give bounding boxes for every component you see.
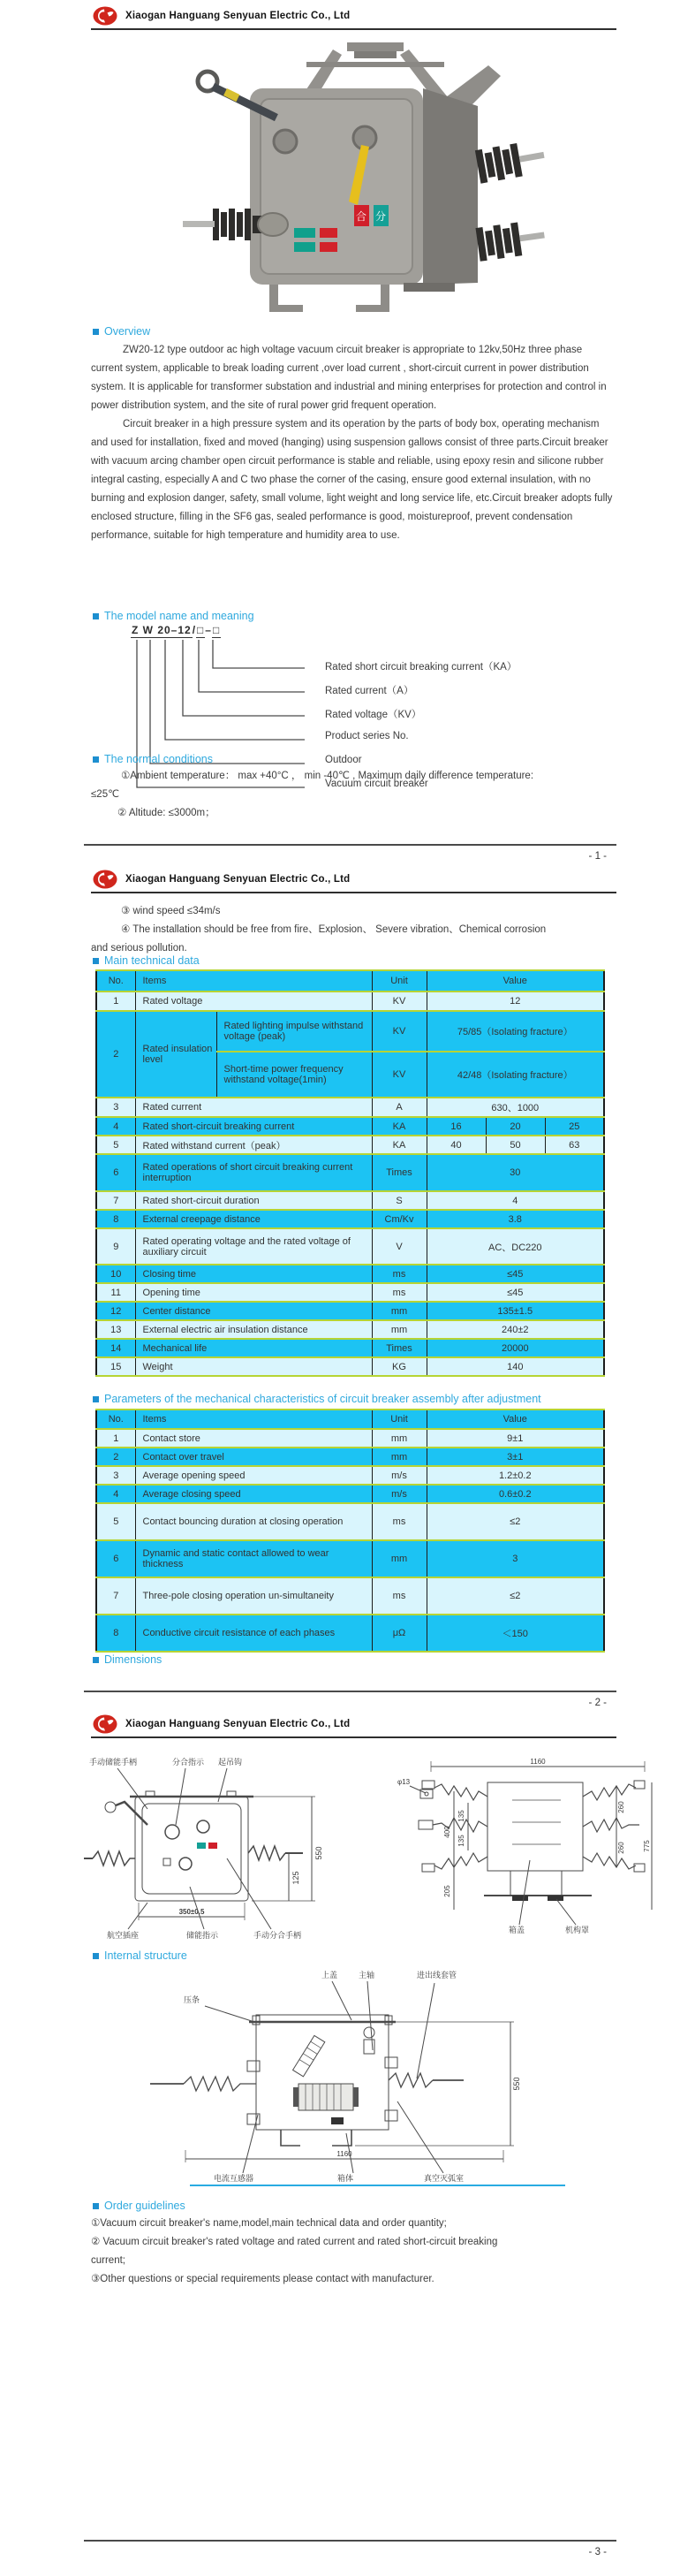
cell-no: 3 (96, 1466, 135, 1485)
bullet-icon (93, 613, 99, 619)
cell-unit: V (372, 1228, 427, 1265)
cell-unit: A (372, 1098, 427, 1117)
drawing-label: 起吊钩 (218, 1758, 243, 1767)
dim-text: 550 (314, 1846, 323, 1860)
cell-no: 10 (96, 1265, 135, 1283)
cell-no: 4 (96, 1485, 135, 1503)
dim-text: 350±0.5 (178, 1908, 205, 1916)
model-code-dash: – (205, 624, 212, 636)
product-photo (181, 42, 548, 330)
drawing-label: 箱体 (337, 2174, 354, 2183)
drawing-label: 手动储能手柄 (89, 1758, 138, 1767)
section-title: The model name and meaning (104, 610, 254, 622)
footer-rule (84, 844, 616, 846)
table-row (96, 1448, 604, 1466)
drawing-label: 主轴 (359, 1971, 375, 1979)
model-code-prefix: Z W 20–12 (132, 624, 192, 636)
cell-item: Rated current (135, 1098, 372, 1117)
page1-header (93, 6, 350, 26)
cyan-divider (190, 2185, 565, 2186)
cell-no: 8 (96, 1210, 135, 1228)
cell-unit: m/s (372, 1466, 427, 1485)
cell-item: Average opening speed (135, 1466, 372, 1485)
col-no: No. (96, 1410, 135, 1429)
cell-unit: ms (372, 1503, 427, 1540)
cell-item: Rated operating voltage and the rated voltage of auxiliary circuit (135, 1228, 372, 1265)
cell-unit: Times (372, 1339, 427, 1357)
cell-value: 50 (486, 1136, 545, 1154)
cell-unit: KA (372, 1136, 427, 1154)
cell-no: 2 (96, 1011, 135, 1098)
cell-no: 5 (96, 1136, 135, 1154)
section-title: Order guidelines (104, 2200, 185, 2212)
table-row (96, 1540, 604, 1577)
cell-no: 5 (96, 1503, 135, 1540)
condition-line: ≤25℃ (91, 789, 120, 800)
dim-text: 260 (617, 1842, 625, 1854)
section-title: Parameters of the mechanical characteristics of circuit breaker assembly after adjustment (104, 1393, 541, 1405)
cell-item: Rated short-circuit duration (135, 1191, 372, 1210)
bullet-icon (93, 329, 99, 335)
order-guidelines-heading (93, 2200, 185, 2212)
svg-text:合: 合 (355, 210, 367, 223)
cell-item: Center distance (135, 1302, 372, 1320)
condition-line: ④ The installation should be free from fire、Explosion、 Severe vibration、Chemical corrosion (121, 924, 547, 935)
bullet-icon (93, 1396, 99, 1402)
dim-text: 260 (617, 1801, 625, 1813)
table-row (96, 1339, 604, 1357)
order-line: ①Vacuum circuit breaker's name,model,main technical data and order quantity; (91, 2218, 447, 2229)
cell-item: Closing time (135, 1265, 372, 1283)
drawing-label: 分合指示 (172, 1758, 205, 1767)
col-items: Items (135, 970, 372, 992)
drawing-label: 手动分合手柄 (253, 1931, 302, 1940)
company-name: Xiaogan Hanguang Senyuan Electric Co., Ltd (125, 11, 351, 21)
table-row (96, 1429, 604, 1448)
condition-line: ③ wind speed ≤34m/s (121, 906, 221, 916)
bullet-icon (93, 756, 99, 763)
model-label: Rated short circuit breaking current（KA） (325, 662, 518, 672)
company-logo-icon (93, 870, 117, 889)
header-rule (91, 892, 616, 893)
cell-value: 16 (427, 1117, 486, 1136)
condition-line: ② Altitude: ≤3000m； (117, 808, 215, 818)
cell-item: Rated lighting impulse withstand voltage (peak) (216, 1011, 372, 1052)
cell-group: Rated insulation level (135, 1011, 216, 1098)
col-unit: Unit (372, 970, 427, 992)
cell-item: Contact store (135, 1429, 372, 1448)
col-no: No. (96, 970, 135, 992)
page2-header (93, 870, 350, 889)
cell-value: ≤2 (427, 1503, 604, 1540)
cell-unit: KG (372, 1357, 427, 1376)
order-line: ② Vacuum circuit breaker's rated voltage and rated current and rated short-circuit breaking (91, 2237, 498, 2247)
dimension-drawing-side (380, 1754, 658, 1941)
cell-no: 14 (96, 1339, 135, 1357)
order-line: ③Other questions or special requirements please contact with manufacturer. (91, 2274, 434, 2284)
table-row (96, 1191, 604, 1210)
drawing-label: 压条 (184, 1995, 200, 2004)
dim-text: 1160 (530, 1758, 546, 1766)
cell-unit: μΩ (372, 1615, 427, 1652)
table-row (96, 1577, 604, 1615)
svg-text:分: 分 (374, 210, 387, 223)
bullet-icon (93, 1953, 99, 1959)
company-name: Xiaogan Hanguang Senyuan Electric Co., Ltd (125, 1719, 351, 1729)
drawing-label: 箱盖 (509, 1926, 525, 1934)
cell-unit: mm (372, 1429, 427, 1448)
cell-value: ≤45 (427, 1265, 604, 1283)
drawing-label: 储能指示 (186, 1931, 219, 1940)
table-row (96, 1615, 604, 1652)
dim-text: 205 (443, 1885, 451, 1897)
overview-paragraphs (91, 341, 616, 545)
cell-value: 25 (545, 1117, 604, 1136)
internal-structure-heading (93, 1949, 187, 1962)
footer-rule (84, 1691, 616, 1692)
company-name: Xiaogan Hanguang Senyuan Electric Co., Ltd (125, 874, 351, 885)
cell-unit: KA (372, 1117, 427, 1136)
cell-value: ≤45 (427, 1283, 604, 1302)
condition-line: ①Ambient temperature： max +40°C ， min -40℃ , Maximum daily difference temperature: (121, 771, 534, 781)
cell-value: 42/48（Isolating fracture） (427, 1052, 604, 1098)
overview-heading (93, 325, 150, 338)
cell-item: Rated withstand current（peak） (135, 1136, 372, 1154)
cell-item: Three-pole closing operation un-simultaneity (135, 1577, 372, 1615)
cell-no: 11 (96, 1283, 135, 1302)
overview-paragraph-2: Circuit breaker in a high pressure system and its operation by the parts of body box, operating mechanism and used for installation, fixed and moved (hanging) using suspension gallows consist of three parts.Circuit breaker with vacuum arcing chamber open circuit performance is stable and reliable, using epoxy resin and silicone rubber integral casting, especially A and C two phase the corner of the casing, ensure good external insulation, with no burning and explosion danger, safety, small volume, light weight and long service life, etc.Circuit breaker adopts fully enclosed structure, filling in the SF6 gas, sealed performance is good, moistureproof, prevent condensation performance, suitable for high temperature and humidity area to use. (91, 419, 613, 541)
col-value: Value (427, 1410, 604, 1429)
cell-item: Conductive circuit resistance of each phases (135, 1615, 372, 1652)
order-guidelines-list (91, 2215, 617, 2289)
footer-rule (84, 2540, 616, 2542)
right-bushing-top (475, 139, 547, 184)
cell-value: ≤2 (427, 1577, 604, 1615)
company-logo-icon (93, 6, 117, 26)
cell-value: 3.8 (427, 1210, 604, 1228)
cell-unit: mm (372, 1448, 427, 1466)
model-label: Product series No. (325, 731, 409, 741)
cell-value: 240±2 (427, 1320, 604, 1339)
table-row (96, 1011, 604, 1052)
normal-conditions-heading (93, 753, 213, 765)
cell-item: Contact over travel (135, 1448, 372, 1466)
model-code (131, 624, 221, 636)
dim-text: 400 (443, 1826, 451, 1838)
internal-structure-drawing (132, 1969, 574, 2185)
model-heading (93, 610, 254, 622)
table-row (96, 1302, 604, 1320)
dim-text: 775 (643, 1840, 651, 1852)
cell-value: 30 (427, 1154, 604, 1191)
dim-text: 125 (291, 1871, 300, 1885)
drawing-label: 航空插座 (107, 1931, 140, 1940)
page-number: - 2 - (588, 1698, 607, 1708)
cell-value: 1.2±0.2 (427, 1466, 604, 1485)
cell-unit: mm (372, 1302, 427, 1320)
cell-value: AC、DC220 (427, 1228, 604, 1265)
header-rule (91, 28, 616, 30)
cell-value: 135±1.5 (427, 1302, 604, 1320)
table-row (96, 1098, 604, 1117)
col-items: Items (135, 1410, 372, 1429)
drawing-label: 进出线套管 (417, 1971, 457, 1979)
col-unit: Unit (372, 1410, 427, 1429)
table-row (96, 1228, 604, 1265)
main-technical-data-heading (93, 954, 200, 967)
model-label: Vacuum circuit breaker (325, 779, 428, 789)
cell-value: 3±1 (427, 1448, 604, 1466)
section-title: Dimensions (104, 1653, 162, 1666)
right-bushing-bottom (475, 219, 547, 262)
cell-item: Mechanical life (135, 1339, 372, 1357)
cell-no: 12 (96, 1302, 135, 1320)
model-label: Rated current（A） (325, 686, 414, 696)
cell-item: External creepage distance (135, 1210, 372, 1228)
cell-item: Opening time (135, 1283, 372, 1302)
normal-conditions-list (91, 767, 617, 823)
cell-value: 0.6±0.2 (427, 1485, 604, 1503)
table-row (96, 1154, 604, 1191)
dim-text: φ13 (397, 1778, 411, 1786)
cell-item: Rated short-circuit breaking current (135, 1117, 372, 1136)
conditions-continued (91, 902, 617, 958)
cell-unit: m/s (372, 1485, 427, 1503)
cell-no: 15 (96, 1357, 135, 1376)
cell-no: 6 (96, 1540, 135, 1577)
bullet-icon (93, 1657, 99, 1663)
dimension-drawing-front (84, 1754, 375, 1941)
page-number: - 1 - (588, 851, 607, 862)
model-code-box2: □ (212, 624, 221, 636)
cell-value: 75/85（Isolating fracture） (427, 1011, 604, 1052)
cell-item: Average closing speed (135, 1485, 372, 1503)
cell-item: Short-time power frequency withstand voltage(1min) (216, 1052, 372, 1098)
section-title: Overview (104, 325, 151, 338)
main-technical-table (95, 969, 605, 1377)
cell-item: Dynamic and static contact allowed to wear thickness (135, 1540, 372, 1577)
bullet-icon (93, 2203, 99, 2209)
table-row (96, 1265, 604, 1283)
cell-value: 12 (427, 992, 604, 1011)
mechanical-parameters-heading (93, 1393, 541, 1405)
cell-unit: ms (372, 1577, 427, 1615)
overview-paragraph-1: ZW20-12 type outdoor ac high voltage vacuum circuit breaker is appropriate to 12kv,50Hz three phase current system, applicable to break loading current ,over load current , short-circuit current in power distribution system. It is applicable for transformer substation and industrial and mining enterprises for protection and control in power distribution system, and the site of rural power grid frequent operation. (91, 345, 607, 411)
page-number: - 3 - (588, 2547, 607, 2557)
table-row (96, 1357, 604, 1376)
cell-no: 6 (96, 1154, 135, 1191)
cell-value: 20000 (427, 1339, 604, 1357)
cell-no: 2 (96, 1448, 135, 1466)
cell-item: Rated operations of short circuit breaking current interruption (135, 1154, 372, 1191)
cell-no: 1 (96, 1429, 135, 1448)
cell-unit: ms (372, 1283, 427, 1302)
dimensions-heading (93, 1653, 162, 1666)
table-row (96, 1283, 604, 1302)
table-row (96, 1466, 604, 1485)
model-label: Rated voltage（KV） (325, 710, 422, 720)
drawing-label: 电流互感器 (214, 2174, 254, 2183)
cell-value: 4 (427, 1191, 604, 1210)
cell-unit: KV (372, 1052, 427, 1098)
cell-item: Rated voltage (135, 992, 372, 1011)
cell-no: 9 (96, 1228, 135, 1265)
model-code-slash: / (192, 624, 197, 636)
mechanical-parameters-table (95, 1409, 605, 1653)
table-row (96, 1485, 604, 1503)
cell-value: 63 (545, 1136, 604, 1154)
cell-no: 8 (96, 1615, 135, 1652)
cell-value: 3 (427, 1540, 604, 1577)
dim-text: 550 (512, 2077, 521, 2091)
cell-no: 1 (96, 992, 135, 1011)
cell-item: Contact bouncing duration at closing operation (135, 1503, 372, 1540)
condition-line: and serious pollution. (91, 943, 187, 954)
drawing-label: 上盖 (321, 1971, 338, 1979)
cell-value: 20 (486, 1117, 545, 1136)
cell-item: External electric air insulation distance (135, 1320, 372, 1339)
cell-unit: Times (372, 1154, 427, 1191)
table-row (96, 1503, 604, 1540)
cell-unit: S (372, 1191, 427, 1210)
table-row (96, 1136, 604, 1154)
cell-unit: KV (372, 1011, 427, 1052)
drawing-label: 机构罩 (565, 1926, 590, 1934)
table-row (96, 1117, 604, 1136)
section-title: Internal structure (104, 1949, 187, 1962)
cell-unit: mm (372, 1320, 427, 1339)
cell-no: 4 (96, 1117, 135, 1136)
cell-value: 630、1000 (427, 1098, 604, 1117)
col-value: Value (427, 970, 604, 992)
section-title: The normal conditions (104, 753, 213, 765)
dim-text: 135 (457, 1835, 465, 1847)
page3-header (93, 1714, 350, 1734)
cell-unit: Cm/Kv (372, 1210, 427, 1228)
cell-unit: mm (372, 1540, 427, 1577)
dim-text: 135 (457, 1810, 465, 1822)
cell-value: 9±1 (427, 1429, 604, 1448)
table-row (96, 1210, 604, 1228)
company-logo-icon (93, 1714, 117, 1734)
header-rule (91, 1736, 616, 1738)
table-row (96, 1320, 604, 1339)
cell-value: ＜150 (427, 1615, 604, 1652)
drawing-label: 真空灭弧室 (424, 2174, 465, 2183)
bullet-icon (93, 958, 99, 964)
cell-unit: ms (372, 1265, 427, 1283)
cell-no: 7 (96, 1577, 135, 1615)
cell-unit: KV (372, 992, 427, 1011)
model-code-box1: □ (197, 624, 205, 636)
cell-item: Weight (135, 1357, 372, 1376)
dim-text: 1160 (336, 2150, 352, 2158)
cell-no: 13 (96, 1320, 135, 1339)
cell-value: 40 (427, 1136, 486, 1154)
table-header-row (96, 1410, 604, 1429)
table-row (96, 992, 604, 1011)
table-header-row (96, 970, 604, 992)
model-label: Outdoor (325, 755, 362, 765)
section-title: Main technical data (104, 954, 200, 967)
order-line: current; (91, 2255, 125, 2266)
cell-value: 140 (427, 1357, 604, 1376)
cell-no: 7 (96, 1191, 135, 1210)
cell-no: 3 (96, 1098, 135, 1117)
